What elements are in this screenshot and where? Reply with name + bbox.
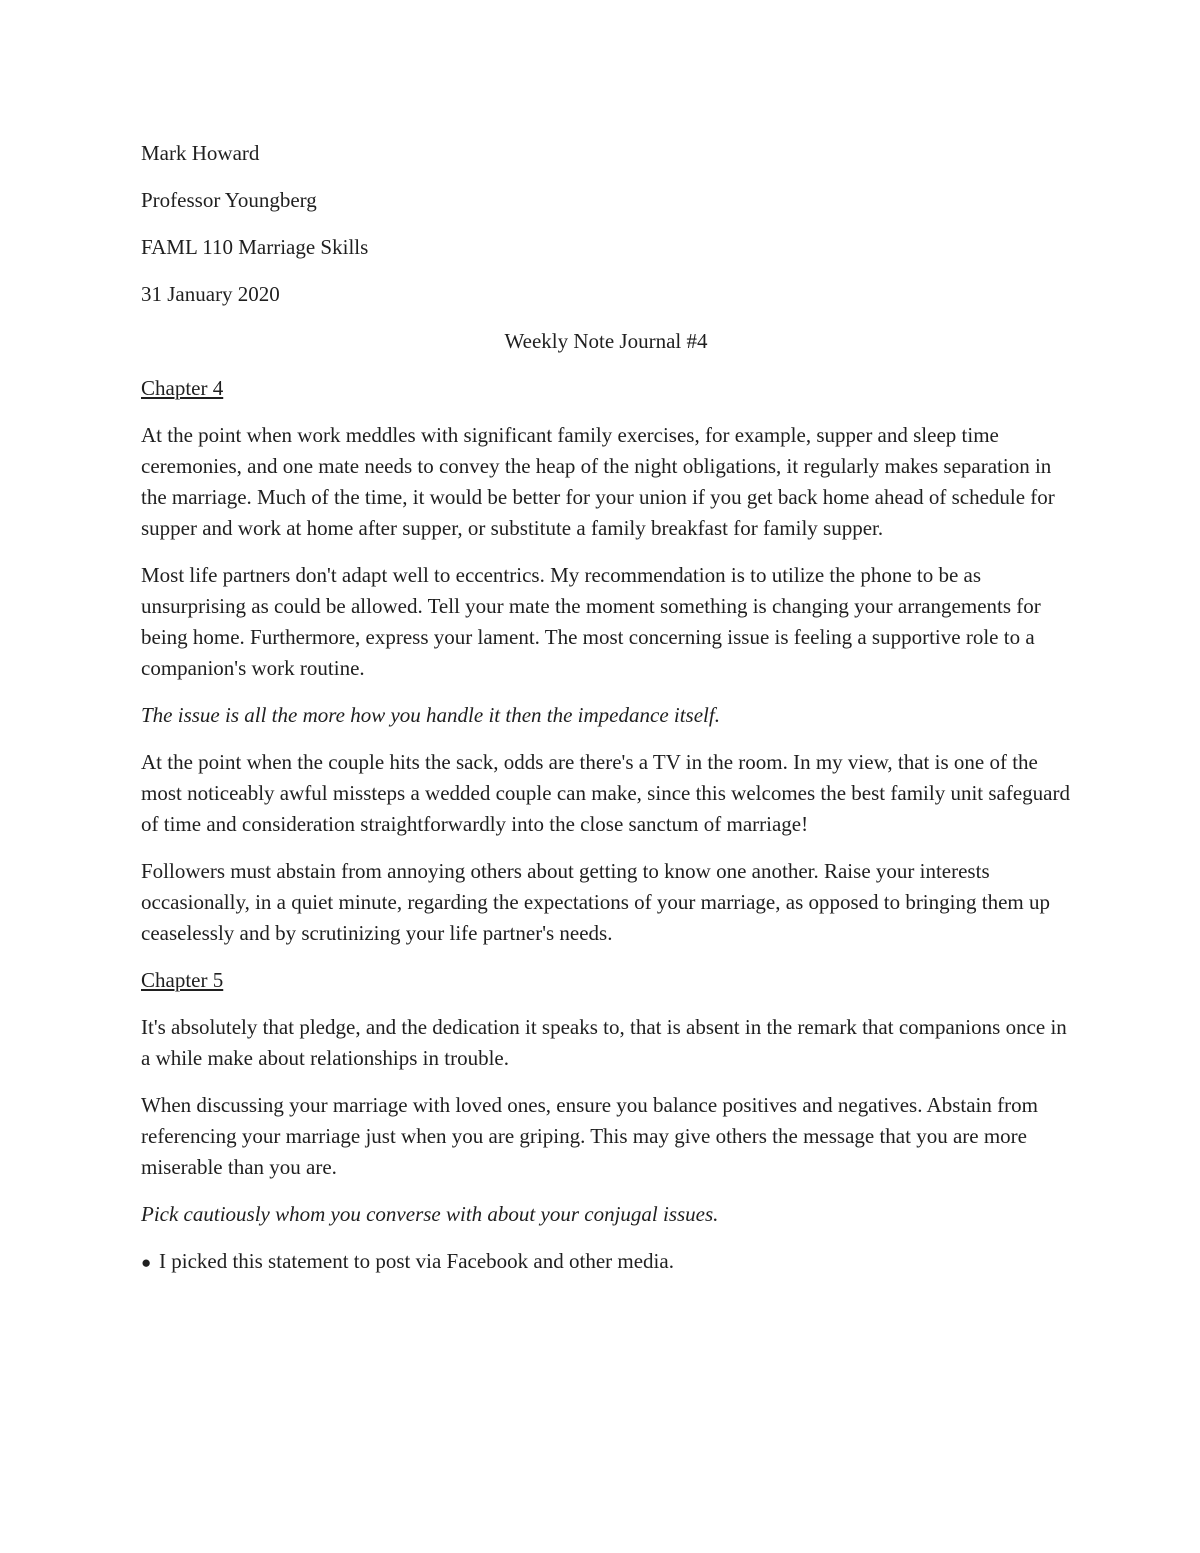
chapter-4-paragraph-1: At the point when work meddles with significant family exercises, for example, supper and sleep time ceremonies, and one mate needs to convey the heap of the night obligations, it regularly makes separation in the marriage. Much of the time, it would be better for your union if you get back home ahead of schedule for supper and work at home after supper, or substitute a family breakfast for family supper. (141, 423, 1055, 540)
chapter-5-heading: Chapter 5 (141, 968, 224, 992)
chapter-5-paragraph-1: It's absolutely that pledge, and the dedication it speaks to, that is absent in the remark that companions once in a while make about relationships in trouble. (141, 1015, 1067, 1070)
document-date: 31 January 2020 (141, 282, 280, 306)
chapter-5-quote: Pick cautiously whom you converse with about your conjugal issues. (141, 1202, 719, 1226)
bullet-list-item (141, 1246, 1071, 1278)
document-body (141, 138, 1071, 1278)
chapter-4-paragraph-4: Followers must abstain from annoying others about getting to know one another. Raise your interests occasionally, in a quiet minute, regarding the expectations of your marriage, as opposed to bringing them up ceaselessly and by scrutinizing your life partner's needs. (141, 859, 1050, 945)
document-title: Weekly Note Journal #4 (504, 329, 708, 353)
professor-name: Professor Youngberg (141, 188, 317, 212)
chapter-4-paragraph-3: At the point when the couple hits the sack, odds are there's a TV in the room. In my view, that is one of the most noticeably awful missteps a wedded couple can make, since this welcomes the best family unit safeguard of time and consideration straightforwardly into the close sanctum of marriage! (141, 750, 1070, 836)
bullet-text: I picked this statement to post via Facebook and other media. (159, 1249, 674, 1273)
chapter-4-quote: The issue is all the more how you handle it then the impedance itself. (141, 703, 720, 727)
chapter-5-paragraph-2: When discussing your marriage with loved ones, ensure you balance positives and negatives. Abstain from referencing your marriage just when you are griping. This may give others the message that you are more miserable than you are. (141, 1093, 1038, 1179)
chapter-4-heading: Chapter 4 (141, 376, 224, 400)
chapter-4-paragraph-2: Most life partners don't adapt well to eccentrics. My recommendation is to utilize the phone to be as unsurprising as could be allowed. Tell your mate the moment something is changing your arrangements for being home. Furthermore, express your lament. The most concerning issue is feeling a supportive role to a companion's work routine. (141, 563, 1041, 680)
author-name: Mark Howard (141, 141, 260, 165)
course-name: FAML 110 Marriage Skills (141, 235, 369, 259)
bullet-icon: ● (141, 1253, 152, 1272)
